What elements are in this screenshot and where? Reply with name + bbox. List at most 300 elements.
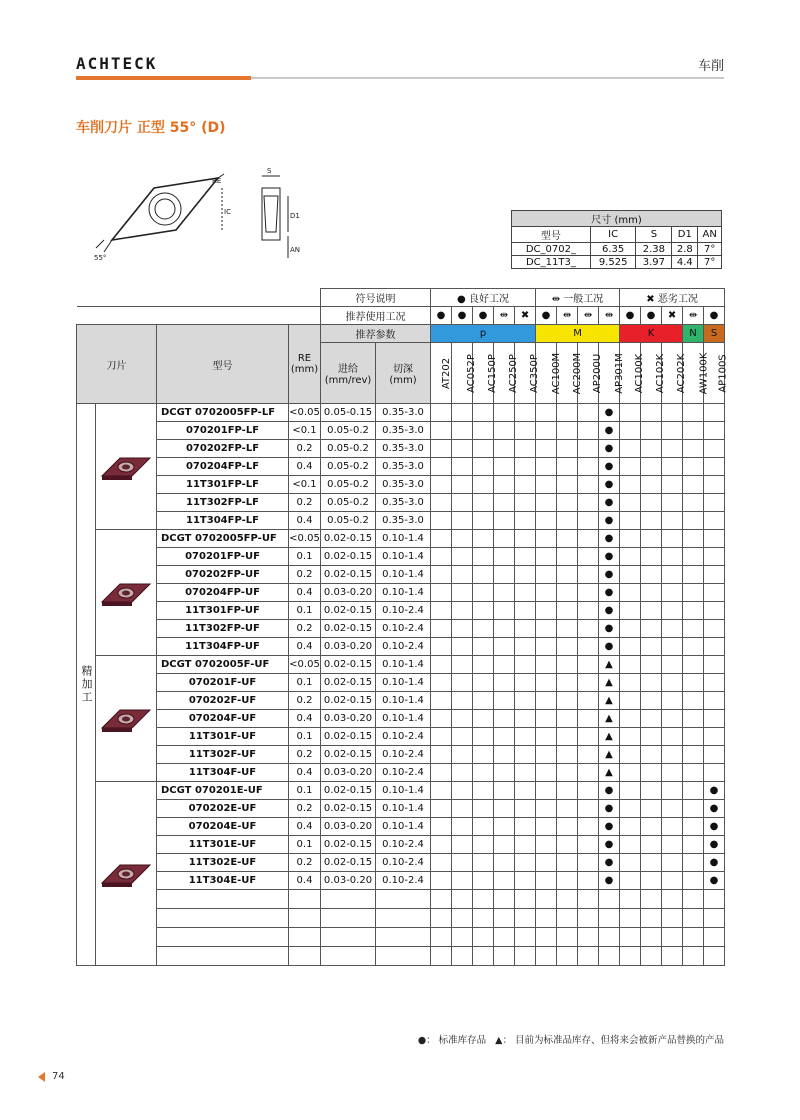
feed-value: 0.02-0.15 [321,602,376,620]
product-row [77,458,725,476]
grade-mark [452,548,473,566]
dimensions-table [511,210,722,269]
grade-mark [473,584,494,602]
dims-cell: 7° [698,256,722,269]
grade-mark [557,710,578,728]
grade-mark [662,620,683,638]
grade-mark [473,800,494,818]
grade-mark [620,620,641,638]
re-value: 0.2 [289,620,321,638]
grade-mark [494,458,515,476]
grade-mark [704,674,725,692]
grade-mark [620,728,641,746]
feed-value: 0.02-0.15 [321,692,376,710]
model-code: 070202FP-UF [157,566,289,584]
col-insert: 刀片 [77,325,157,404]
grade-mark [557,440,578,458]
grade-mark [536,872,557,890]
header-accent-rule [76,76,251,80]
re-value: 0.2 [289,494,321,512]
material-group-m: M [536,325,620,343]
grade-mark: ● [599,638,620,656]
model-code: 070202F-UF [157,692,289,710]
grade-mark [557,602,578,620]
product-row [77,530,725,548]
grade-mark [473,836,494,854]
grade-mark [494,512,515,530]
model-code: 11T301FP-LF [157,476,289,494]
grade-mark [662,746,683,764]
grade-name: AP200U [592,353,604,393]
grade-mark [662,728,683,746]
grade-mark [536,692,557,710]
grade-mark [536,800,557,818]
grade-mark [662,800,683,818]
params-label: 推荐参数 [321,325,431,343]
grade-mark: ● [704,872,725,890]
grade-mark [557,674,578,692]
grade-mark [578,692,599,710]
grade-mark [536,476,557,494]
legend-stock: ●： 标准库存品 [417,1035,487,1046]
grade-mark [473,494,494,512]
symbol-label: 符号说明 [321,289,431,307]
grade-mark [431,638,452,656]
grade-mark [515,422,536,440]
feed-value: 0.02-0.15 [321,620,376,638]
grade-mark [683,620,704,638]
grade-mark [515,548,536,566]
grade-mark [641,512,662,530]
dims-row [512,256,722,269]
grade-mark [578,872,599,890]
product-row [77,440,725,458]
grade-mark: ● [704,782,725,800]
model-code: 11T304FP-LF [157,512,289,530]
grade-mark [494,656,515,674]
grade-mark [683,710,704,728]
grade-mark [557,782,578,800]
grade-mark [515,530,536,548]
grade-mark [473,566,494,584]
grade-mark [620,764,641,782]
product-row [77,764,725,782]
recommend-symbol: ● [704,307,725,325]
grade-mark [620,710,641,728]
grade-mark [473,746,494,764]
grade-mark [704,638,725,656]
s-label: S [267,167,272,175]
grade-mark [515,458,536,476]
recommend-symbol: ✖ [515,307,536,325]
grade-mark [578,800,599,818]
grade-mark [683,548,704,566]
grade-mark [662,818,683,836]
grade-mark [620,782,641,800]
grade-mark [578,746,599,764]
grade-mark [452,692,473,710]
grade-mark: ● [599,566,620,584]
grade-mark [515,728,536,746]
grade-mark [662,494,683,512]
grade-mark [662,692,683,710]
d1-label: D1 [290,212,300,220]
empty-row [77,909,725,928]
grade-mark [578,710,599,728]
grade-mark [578,584,599,602]
re-value: <0.1 [289,422,321,440]
grade-mark [515,746,536,764]
depth-value: 0.10-1.4 [376,530,431,548]
model-code: DCGT 0702005F-UF [157,656,289,674]
grade-mark [452,530,473,548]
grade-mark: ● [704,854,725,872]
grade-mark [431,584,452,602]
grade-mark [620,548,641,566]
grade-mark [473,620,494,638]
grade-mark [578,782,599,800]
grade-mark [578,620,599,638]
recommend-label: 推荐使用工况 [321,307,431,325]
product-row [77,620,725,638]
product-row [77,656,725,674]
model-code: 070204FP-UF [157,584,289,602]
dims-header: 型号 [512,227,591,243]
feed-value: 0.03-0.20 [321,584,376,602]
insert-image [96,656,157,782]
depth-value: 0.10-1.4 [376,710,431,728]
depth-value: 0.10-2.4 [376,836,431,854]
grade-mark [662,548,683,566]
grade-mark [557,818,578,836]
grade-mark [494,800,515,818]
dims-row [512,243,722,256]
grade-mark: ● [599,854,620,872]
grade-mark [557,512,578,530]
grade-mark [620,458,641,476]
model-code: 070201FP-UF [157,548,289,566]
grade-mark [536,404,557,422]
grade-mark [620,872,641,890]
product-row [77,710,725,728]
grade-mark [578,566,599,584]
feed-value: 0.02-0.15 [321,728,376,746]
feed-value: 0.03-0.20 [321,818,376,836]
grade-mark [515,836,536,854]
grade-mark [431,746,452,764]
grade-mark: ● [599,494,620,512]
grade-mark [662,476,683,494]
grade-mark [515,854,536,872]
model-code: 070202FP-LF [157,440,289,458]
grade-mark [641,728,662,746]
grade-mark: ● [599,872,620,890]
grade-mark [494,548,515,566]
model-code: 11T302FP-UF [157,620,289,638]
recommend-symbol: ⇹ [578,307,599,325]
model-code: 070201F-UF [157,674,289,692]
model-code: 070204FP-LF [157,458,289,476]
depth-value: 0.10-2.4 [376,872,431,890]
grade-name: AC102K [655,353,667,393]
recommend-symbol: ● [536,307,557,325]
grade-mark [452,836,473,854]
grade-mark [473,728,494,746]
depth-value: 0.10-1.4 [376,674,431,692]
grade-mark: ● [599,782,620,800]
grade-mark [431,530,452,548]
dims-cell: 4.4 [672,256,698,269]
legend [412,1032,724,1046]
grade-mark [578,656,599,674]
grade-mark [704,764,725,782]
grade-mark [704,530,725,548]
grade-mark [620,566,641,584]
grade-mark [473,656,494,674]
feed-value: 0.02-0.15 [321,746,376,764]
model-code: 11T302F-UF [157,746,289,764]
grade-mark [662,782,683,800]
grade-mark [620,512,641,530]
grade-mark: ▲ [599,710,620,728]
dims-title: 尺寸 (mm) [512,211,722,227]
grade-table [76,288,729,966]
recommend-symbol: ⇹ [557,307,578,325]
grade-mark [557,620,578,638]
grade-mark [620,854,641,872]
grade-mark [494,566,515,584]
grade-mark [704,692,725,710]
grade-mark [704,440,725,458]
grade-mark [494,638,515,656]
product-row [77,548,725,566]
model-code: 070204F-UF [157,710,289,728]
recommend-symbol: ● [431,307,452,325]
grade-mark [431,602,452,620]
product-row [77,566,725,584]
dims-cell: 2.38 [636,243,672,256]
grade-mark [662,656,683,674]
grade-mark [452,782,473,800]
grade-mark [704,584,725,602]
grade-mark [452,656,473,674]
grade-mark [473,692,494,710]
grade-mark [431,692,452,710]
depth-value: 0.10-2.4 [376,728,431,746]
grade-mark [431,800,452,818]
re-value: <0.05 [289,656,321,674]
grade-mark: ● [599,620,620,638]
empty-row [77,890,725,909]
dims-cell: DC_0702_ [512,243,591,256]
depth-value: 0.10-1.4 [376,566,431,584]
grade-mark [431,494,452,512]
grade-mark [515,674,536,692]
grade-mark [620,584,641,602]
grade-mark [536,836,557,854]
grade-name: AW100K [698,352,710,394]
grade-mark: ● [599,836,620,854]
grade-mark [620,476,641,494]
grade-mark [704,458,725,476]
grade-mark: ● [704,818,725,836]
model-code: DCGT 070201E-UF [157,782,289,800]
insert-image [96,530,157,656]
category-label: 精加工 [77,404,96,966]
grade-mark [536,710,557,728]
grade-mark [557,728,578,746]
grade-mark [452,440,473,458]
depth-value: 0.10-2.4 [376,854,431,872]
depth-value: 0.35-3.0 [376,404,431,422]
grade-mark [494,728,515,746]
grade-mark [641,566,662,584]
grade-mark [473,854,494,872]
grade-mark [641,584,662,602]
grade-mark [683,764,704,782]
grade-mark [620,404,641,422]
grade-mark [515,638,536,656]
product-row [77,584,725,602]
grade-mark [578,494,599,512]
grade-mark [683,872,704,890]
grade-mark [515,566,536,584]
grade-mark [641,692,662,710]
grade-name: AC350P [528,353,540,393]
grade-header [431,343,452,404]
depth-value: 0.10-1.4 [376,692,431,710]
grade-mark [431,548,452,566]
model-code: 070204E-UF [157,818,289,836]
feed-value: 0.02-0.15 [321,656,376,674]
grade-mark: ● [599,584,620,602]
grade-mark [536,656,557,674]
grade-mark [620,800,641,818]
grade-mark [683,656,704,674]
re-value: 0.2 [289,746,321,764]
grade-mark: ● [599,440,620,458]
grade-mark [536,728,557,746]
grade-mark [536,746,557,764]
grade-mark [494,494,515,512]
re-value: 0.4 [289,872,321,890]
depth-value: 0.10-1.4 [376,782,431,800]
grade-name: AC052P [465,353,477,393]
grade-mark [431,674,452,692]
grade-mark [431,728,452,746]
grade-mark [431,620,452,638]
grade-mark [578,530,599,548]
grade-mark [452,476,473,494]
grade-mark [452,854,473,872]
grade-mark [704,476,725,494]
grade-mark [431,782,452,800]
depth-value: 0.10-2.4 [376,638,431,656]
grade-mark [536,440,557,458]
depth-value: 0.10-2.4 [376,746,431,764]
model-code: 11T304F-UF [157,764,289,782]
grade-mark [452,566,473,584]
grade-mark [473,602,494,620]
grade-mark [473,872,494,890]
insert-photo-icon [98,859,154,889]
grade-mark [452,638,473,656]
grade-mark [431,458,452,476]
grade-mark [662,602,683,620]
depth-value: 0.10-1.4 [376,818,431,836]
insert-photo-icon [98,452,154,482]
feed-value: 0.05-0.2 [321,422,376,440]
depth-value: 0.10-2.4 [376,620,431,638]
recommend-symbol: ● [473,307,494,325]
grade-mark: ● [599,512,620,530]
grade-mark [494,620,515,638]
grade-mark [683,602,704,620]
grade-mark [578,440,599,458]
re-value: 0.4 [289,512,321,530]
grade-name: AT202 [441,357,453,389]
product-row [77,602,725,620]
grade-mark [452,674,473,692]
re-value: 0.4 [289,764,321,782]
grade-mark [473,548,494,566]
grade-mark: ● [599,530,620,548]
re-value: 0.4 [289,458,321,476]
grade-mark [683,404,704,422]
page-title: 车削刀片 正型 55° (D) [76,120,226,136]
product-row [77,800,725,818]
col-feed: 进给 (mm/rev) [321,343,376,404]
product-row [77,872,725,890]
grade-mark [515,440,536,458]
grade-mark [494,440,515,458]
feed-value: 0.02-0.15 [321,836,376,854]
grade-mark [494,764,515,782]
grade-mark [620,422,641,440]
recommend-symbol: ⇹ [683,307,704,325]
grade-mark [704,422,725,440]
model-code: 11T301FP-UF [157,602,289,620]
grade-mark [641,530,662,548]
feed-value: 0.05-0.2 [321,476,376,494]
grade-mark [452,404,473,422]
model-code: 11T304FP-UF [157,638,289,656]
grade-mark [578,422,599,440]
grade-mark [452,818,473,836]
grade-mark [704,728,725,746]
grade-mark [515,782,536,800]
grade-mark [536,782,557,800]
grade-mark: ● [599,548,620,566]
grade-mark [641,674,662,692]
re-value: <0.05 [289,530,321,548]
re-value: 0.4 [289,638,321,656]
grade-mark [620,440,641,458]
feed-value: 0.05-0.15 [321,404,376,422]
grade-mark [704,710,725,728]
insert-image [96,782,157,966]
page-number: 74 [52,1071,65,1082]
recommend-symbol: ● [641,307,662,325]
grade-mark [536,818,557,836]
re-value: 0.1 [289,674,321,692]
dims-cell: 6.35 [590,243,636,256]
grade-mark [704,602,725,620]
grade-mark [536,422,557,440]
dims-cell: 9.525 [590,256,636,269]
feed-value: 0.03-0.20 [321,872,376,890]
re-value: 0.1 [289,782,321,800]
